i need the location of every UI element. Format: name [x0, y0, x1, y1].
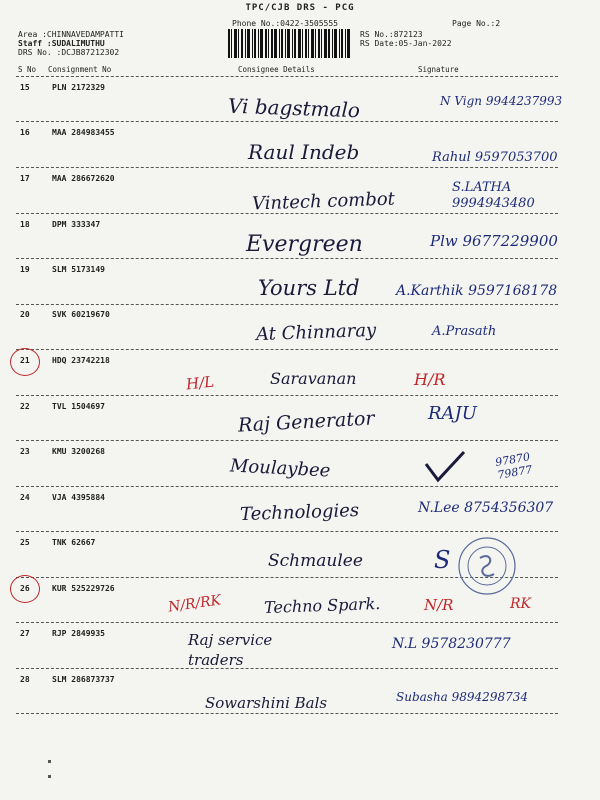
annotation-h-l: H/L	[185, 372, 215, 394]
row-27-signature: N.L 9578230777	[392, 636, 511, 652]
row-23-consignment: KMU 3200268	[52, 447, 105, 456]
phone-number: Phone No.:0422-3505555	[232, 19, 338, 28]
row-28-sno: 28	[20, 675, 30, 684]
row-divider	[16, 167, 558, 168]
row-25-consignee: Schmaulee	[268, 551, 363, 571]
row-28-consignment: SLM 286873737	[52, 675, 115, 684]
annotation-rk: RK	[510, 596, 531, 612]
row-18-signature: Plw 9677229900	[430, 232, 558, 250]
scan-mark	[48, 775, 51, 778]
row-23-signature: 97870 79877	[494, 450, 534, 482]
row-24-consignee: Technologies	[239, 499, 360, 526]
col-sno-header: S No	[18, 65, 37, 74]
row-16-sno: 16	[20, 128, 30, 137]
row-22-consignment: TVL 1504697	[52, 402, 105, 411]
row-21-consignee: Saravanan	[270, 369, 357, 388]
rubber-stamp	[456, 536, 518, 596]
row-17-sno: 17	[20, 174, 30, 183]
row-24-consignment: VJA 4395884	[52, 493, 105, 502]
red-circle-mark	[10, 575, 40, 603]
row-25-signature: S	[434, 546, 451, 574]
row-20-sno: 20	[20, 310, 30, 319]
scan-mark	[48, 760, 51, 763]
area-label: Area :CHINNAVEDAMPATTI	[18, 30, 124, 39]
row-21-consignment: HDQ 23742218	[52, 356, 110, 365]
staff-label: Staff :SUDALIMUTHU	[18, 39, 105, 48]
row-divider	[16, 531, 558, 532]
row-16-consignment: MAA 284983455	[52, 128, 115, 137]
row-26-signature: N/R	[424, 596, 454, 614]
scribble-mark	[424, 450, 468, 486]
row-16-signature: Rahul 9597053700	[432, 150, 558, 165]
row-25-consignment: TNK 62667	[52, 538, 96, 547]
row-27-consignment: RJP 2849935	[52, 629, 105, 638]
report-title: TPC/CJB DRS - PCG	[245, 3, 355, 13]
row-divider	[16, 713, 558, 714]
row-19-consignee: Yours Ltd	[258, 276, 360, 300]
row-21-signature: H/R	[414, 370, 446, 389]
row-divider	[16, 486, 558, 487]
row-15-signature: N Vign 9944237993	[440, 94, 563, 108]
row-28-signature: Subasha 9894298734	[396, 690, 528, 704]
row-27-sno: 27	[20, 629, 30, 638]
rs-number: RS No.:872123	[360, 30, 423, 39]
row-divider	[16, 622, 558, 623]
row-19-signature: A.Karthik 9597168178	[396, 283, 558, 299]
row-20-consignment: SVK 60219670	[52, 310, 110, 319]
row-27-consignee: Raj service traders	[188, 631, 273, 669]
row-24-signature: N.Lee 8754356307	[418, 500, 554, 516]
row-19-consignment: SLM 5173149	[52, 265, 105, 274]
row-15-consignee: Vi bagstmalo	[227, 93, 361, 123]
col-signature-header: Signature	[418, 65, 459, 74]
row-16-consignee: Raul Indeb	[248, 140, 360, 164]
row-20-consignee: At Chinnaray	[255, 319, 377, 346]
row-17-consignee: Vintech combot	[251, 188, 396, 215]
row-21-sno: 21	[20, 356, 30, 365]
row-23-sno: 23	[20, 447, 30, 456]
row-divider	[16, 440, 558, 441]
row-divider	[16, 121, 558, 122]
row-22-sno: 22	[20, 402, 30, 411]
row-26-sno: 26	[20, 584, 30, 593]
row-17-consignment: MAA 286672620	[52, 174, 115, 183]
row-26-consignee: Techno Spark.	[263, 593, 381, 618]
row-22-signature: RAJU	[428, 403, 477, 424]
annotation-n-r-left: N/R/RK	[167, 592, 223, 616]
row-24-sno: 24	[20, 493, 30, 502]
drs-number: DRS No. :DCJB87212302	[18, 48, 120, 57]
row-26-consignment: KUR 525229726	[52, 584, 115, 593]
row-28-consignee: Sowarshini Bals	[205, 694, 328, 712]
row-divider	[16, 349, 558, 350]
row-15-consignment: PLN 2172329	[52, 83, 105, 92]
row-18-consignment: DPM 333347	[52, 220, 101, 229]
red-circle-mark	[10, 348, 40, 376]
row-20-signature: A.Prasath	[432, 324, 497, 339]
row-18-sno: 18	[20, 220, 30, 229]
row-22-consignee: Raj Generator	[237, 407, 375, 437]
header-divider	[16, 76, 558, 77]
rs-date: RS Date:05-Jan-2022	[360, 39, 452, 48]
row-23-consignee: Moulaybee	[229, 455, 331, 482]
row-19-sno: 19	[20, 265, 30, 274]
stamp-icon	[456, 536, 518, 596]
col-consignee-header: Consignee Details	[238, 65, 315, 74]
row-17-signature: S.LATHA 9994943480	[452, 180, 535, 211]
row-18-consignee: Evergreen	[246, 232, 363, 257]
row-15-sno: 15	[20, 83, 30, 92]
row-divider	[16, 395, 558, 396]
row-25-sno: 25	[20, 538, 30, 547]
page-number: Page No.:2	[452, 19, 501, 28]
row-divider	[16, 304, 558, 305]
col-consignment-header: Consignment No	[48, 65, 112, 74]
barcode	[228, 29, 350, 58]
row-divider	[16, 258, 558, 259]
